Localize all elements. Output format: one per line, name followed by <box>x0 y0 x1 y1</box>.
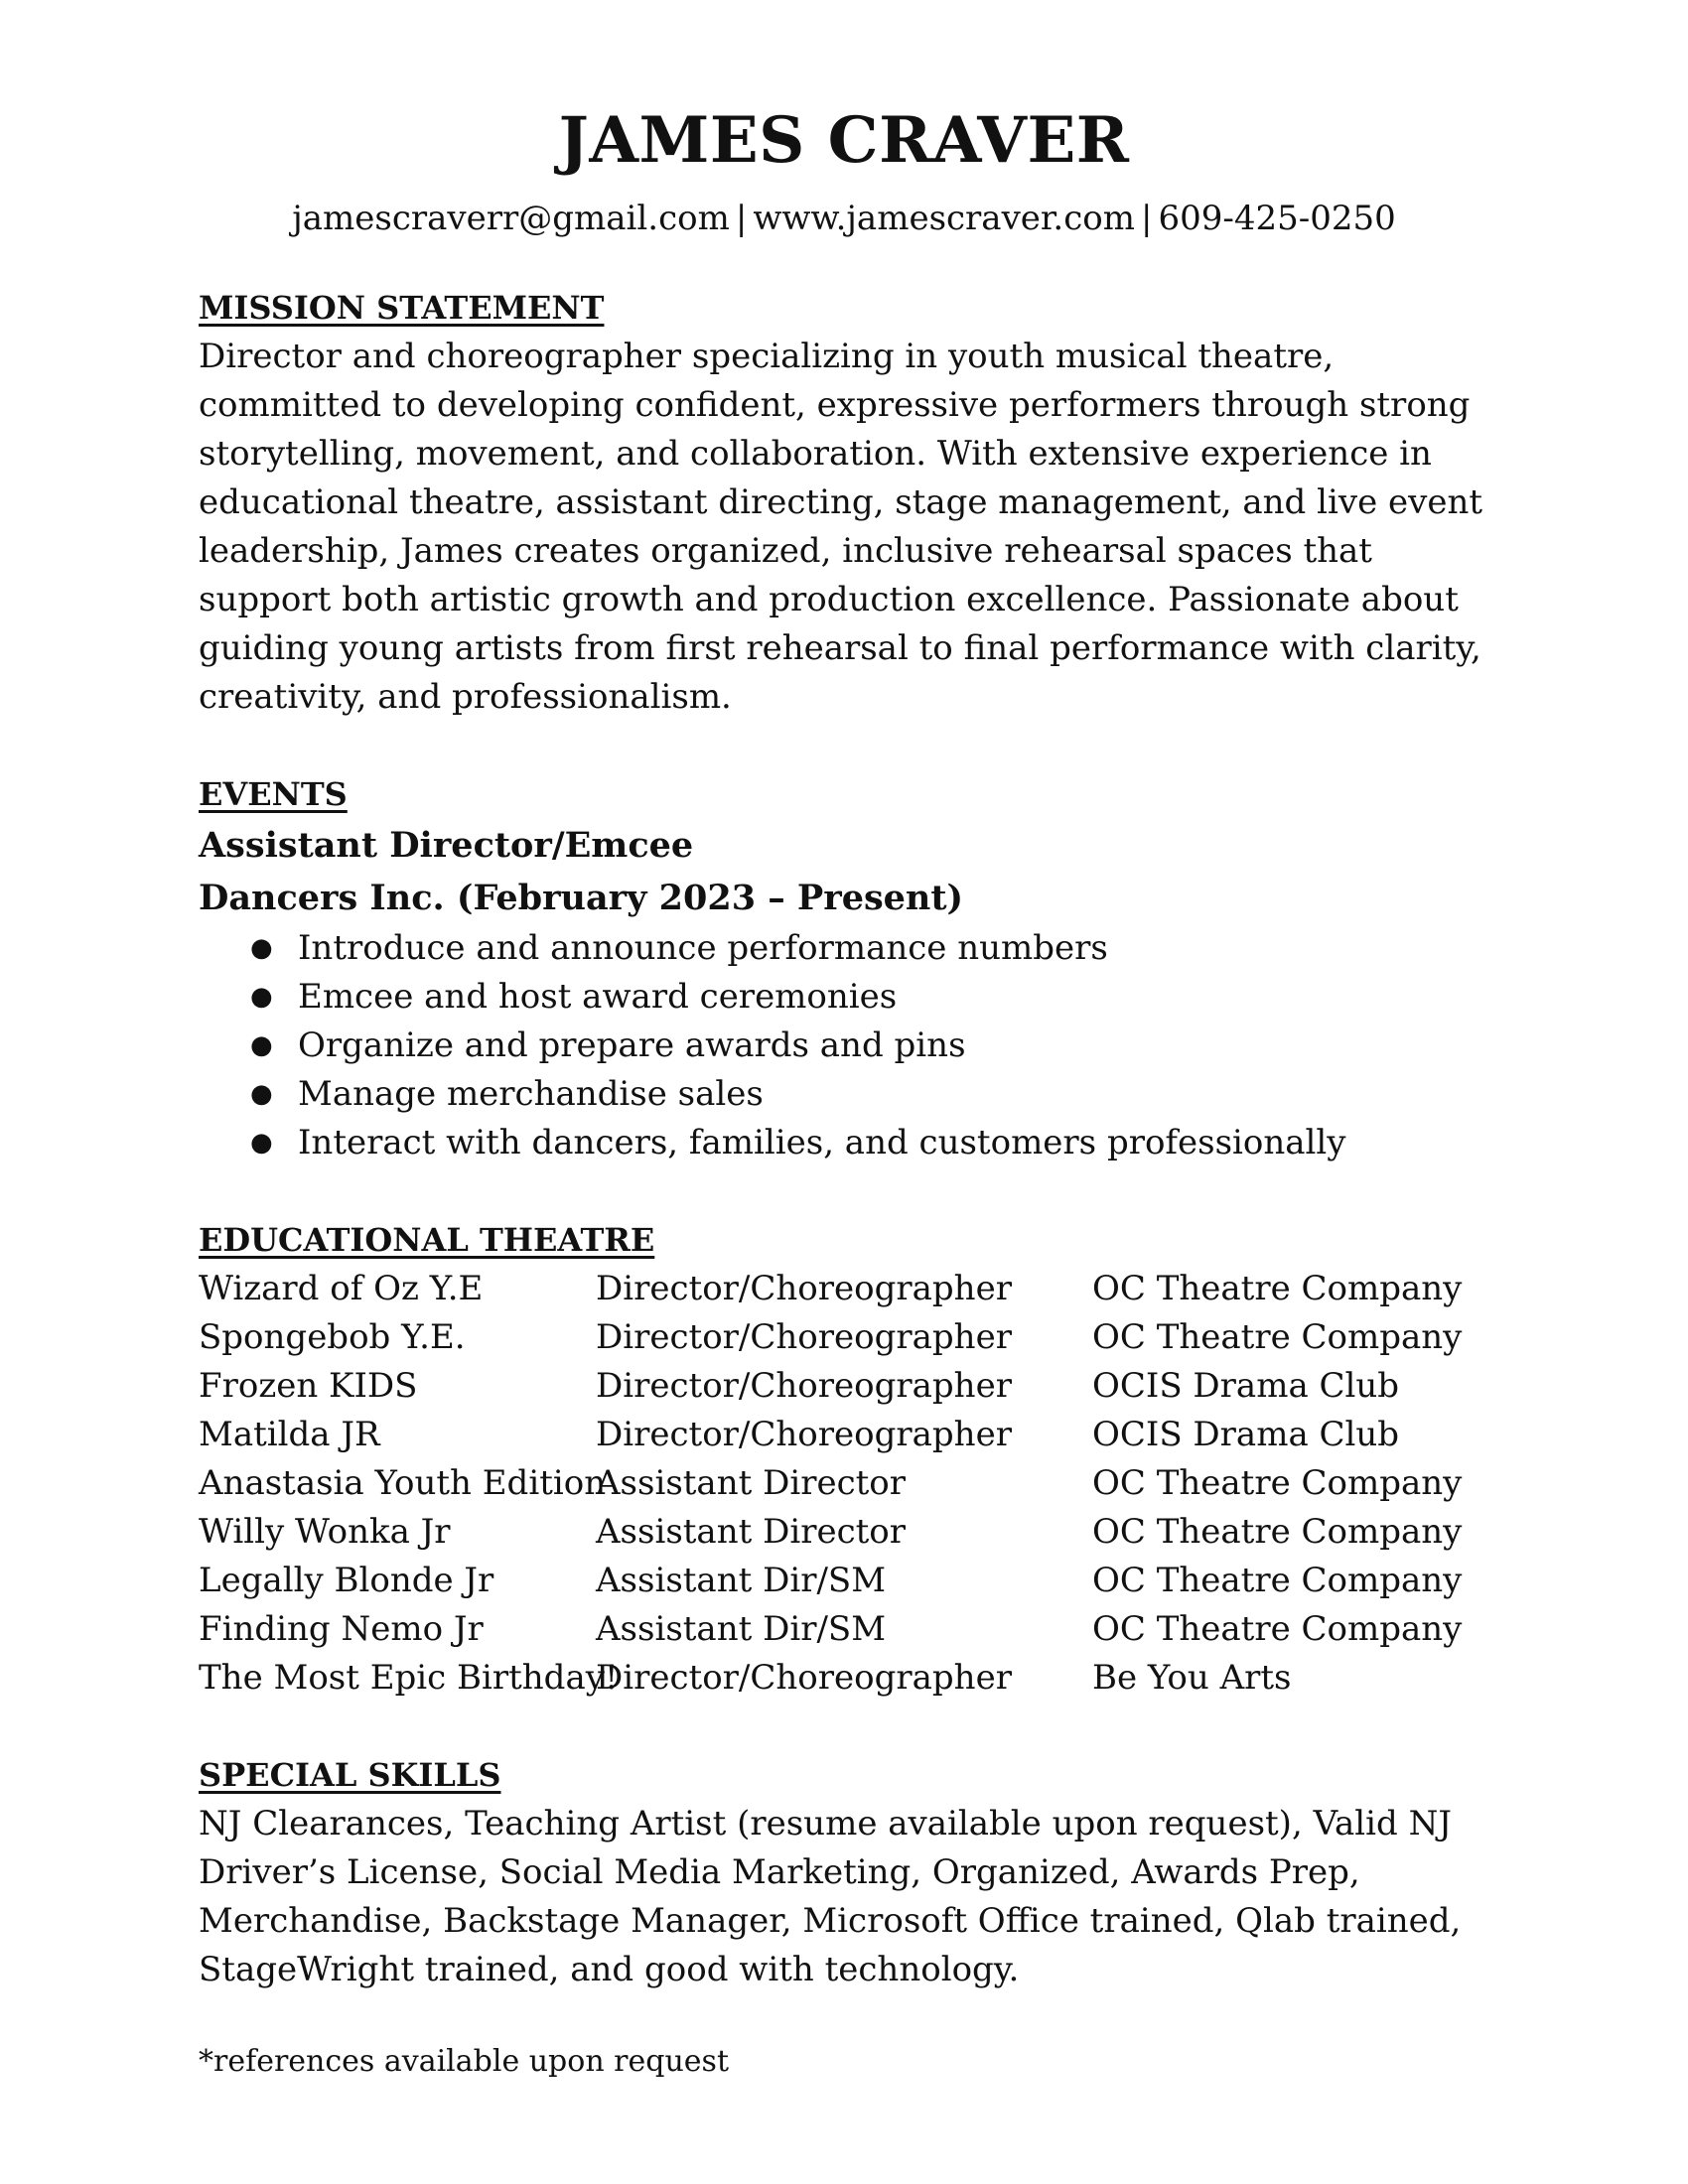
section-spacer <box>199 1167 1509 1216</box>
show-title: Legally Blonde Jr <box>199 1561 494 1600</box>
bullet-text: Emcee and host award ceremonies <box>298 977 898 1017</box>
mission-heading: MISSION STATEMENT <box>199 289 605 327</box>
contact-email[interactable]: jamescraverr@gmail.com <box>292 199 730 238</box>
table-row <box>199 1313 1509 1362</box>
role: Director/Choreographer <box>596 1317 1012 1357</box>
events-heading: EVENTS <box>199 775 348 813</box>
bullet-icon: ● <box>250 1030 273 1060</box>
contact-line <box>0 195 1688 242</box>
role: Director/Choreographer <box>596 1658 1012 1698</box>
mission-text: Director and choreographer specializing in youth musical theatre, committed to developing confident, expressive performers through strong storytelling, movement, and collaboration. With extensive experience in educational theatre, assistant directing, stage management, and live event leadership, James creates organized, inclusive rehearsal spaces that support both artistic growth and production excellence. Passionate about guiding young artists from first rehearsal to final performance with clarity, creativity, and professionalism. <box>199 337 1483 717</box>
table-row <box>199 1605 1509 1654</box>
bullet-icon: ● <box>250 933 273 963</box>
educational-theatre-section <box>199 1216 1509 1703</box>
table-row <box>199 1557 1509 1605</box>
bullet-text: Manage merchandise sales <box>298 1074 764 1114</box>
bullet-text: Introduce and announce performance numbers <box>298 928 1108 968</box>
contact-phone: 609-425-0250 <box>1158 199 1396 238</box>
role: Assistant Dir/SM <box>596 1561 887 1600</box>
resume-name: JAMES CRAVER <box>558 103 1130 178</box>
bullet-text: Interact with dancers, families, and customers professionally <box>298 1123 1346 1162</box>
section-spacer <box>199 722 1509 770</box>
company: OCIS Drama Club <box>1092 1366 1400 1406</box>
contact-website[interactable]: www.jamescraver.com <box>753 199 1135 238</box>
show-title: Matilda JR <box>199 1415 380 1454</box>
table-row <box>199 1265 1509 1313</box>
mission-section <box>199 284 1509 722</box>
table-row <box>199 1508 1509 1557</box>
list-item <box>199 973 1509 1022</box>
company: OC Theatre Company <box>1092 1269 1463 1308</box>
list-item <box>199 924 1509 973</box>
show-title: Spongebob Y.E. <box>199 1317 466 1357</box>
events-section <box>199 770 1509 1167</box>
references-note: *references available upon request <box>199 2044 730 2079</box>
contact-separator: | <box>735 199 748 238</box>
show-title: Wizard of Oz Y.E <box>199 1269 484 1308</box>
table-row <box>199 1411 1509 1459</box>
role: Assistant Director <box>596 1512 907 1552</box>
table-row <box>199 1459 1509 1508</box>
bullet-icon: ● <box>250 982 273 1012</box>
special-skills-text: NJ Clearances, Teaching Artist (resume available upon request), Valid NJ Driver’s License, Social Media Marketing, Organized, Awards Prep, Merchandise, Backstage Manager, Microsoft Office trained, Qlab trained, StageWright trained, and good with technology. <box>199 1804 1462 1989</box>
bullet-text: Organize and prepare awards and pins <box>298 1025 966 1065</box>
table-row <box>199 1654 1509 1703</box>
show-title: Willy Wonka Jr <box>199 1512 451 1552</box>
events-job-title: Assistant Director/Emcee <box>199 825 694 866</box>
show-title: The Most Epic Birthday! <box>199 1658 619 1698</box>
show-title: Finding Nemo Jr <box>199 1609 484 1649</box>
section-spacer <box>199 1703 1509 1751</box>
educational-theatre-heading: EDUCATIONAL THEATRE <box>199 1221 655 1259</box>
contact-separator: | <box>1141 199 1153 238</box>
company: OC Theatre Company <box>1092 1463 1463 1503</box>
list-item <box>199 1070 1509 1119</box>
company: Be You Arts <box>1092 1658 1292 1698</box>
role: Director/Choreographer <box>596 1269 1012 1308</box>
company: OC Theatre Company <box>1092 1512 1463 1552</box>
role: Assistant Dir/SM <box>596 1609 887 1649</box>
role: Director/Choreographer <box>596 1415 1012 1454</box>
events-employer: Dancers Inc. (February 2023 – Present) <box>199 878 964 918</box>
list-item <box>199 1022 1509 1070</box>
role: Director/Choreographer <box>596 1366 1012 1406</box>
bullet-icon: ● <box>250 1079 273 1109</box>
special-skills-heading: SPECIAL SKILLS <box>199 1756 501 1794</box>
company: OC Theatre Company <box>1092 1609 1463 1649</box>
show-title: Anastasia Youth Edition <box>199 1463 607 1503</box>
table-row <box>199 1362 1509 1411</box>
company: OC Theatre Company <box>1092 1317 1463 1357</box>
show-title: Frozen KIDS <box>199 1366 418 1406</box>
bullet-icon: ● <box>250 1128 273 1158</box>
special-skills-section <box>199 1751 1509 1994</box>
company: OC Theatre Company <box>1092 1561 1463 1600</box>
resume-body <box>199 284 1509 2084</box>
section-spacer <box>199 1994 1509 2040</box>
role: Assistant Director <box>596 1463 907 1503</box>
list-item <box>199 1119 1509 1167</box>
company: OCIS Drama Club <box>1092 1415 1400 1454</box>
events-bullet-list <box>199 924 1509 1167</box>
theatre-credits-table <box>199 1265 1509 1703</box>
